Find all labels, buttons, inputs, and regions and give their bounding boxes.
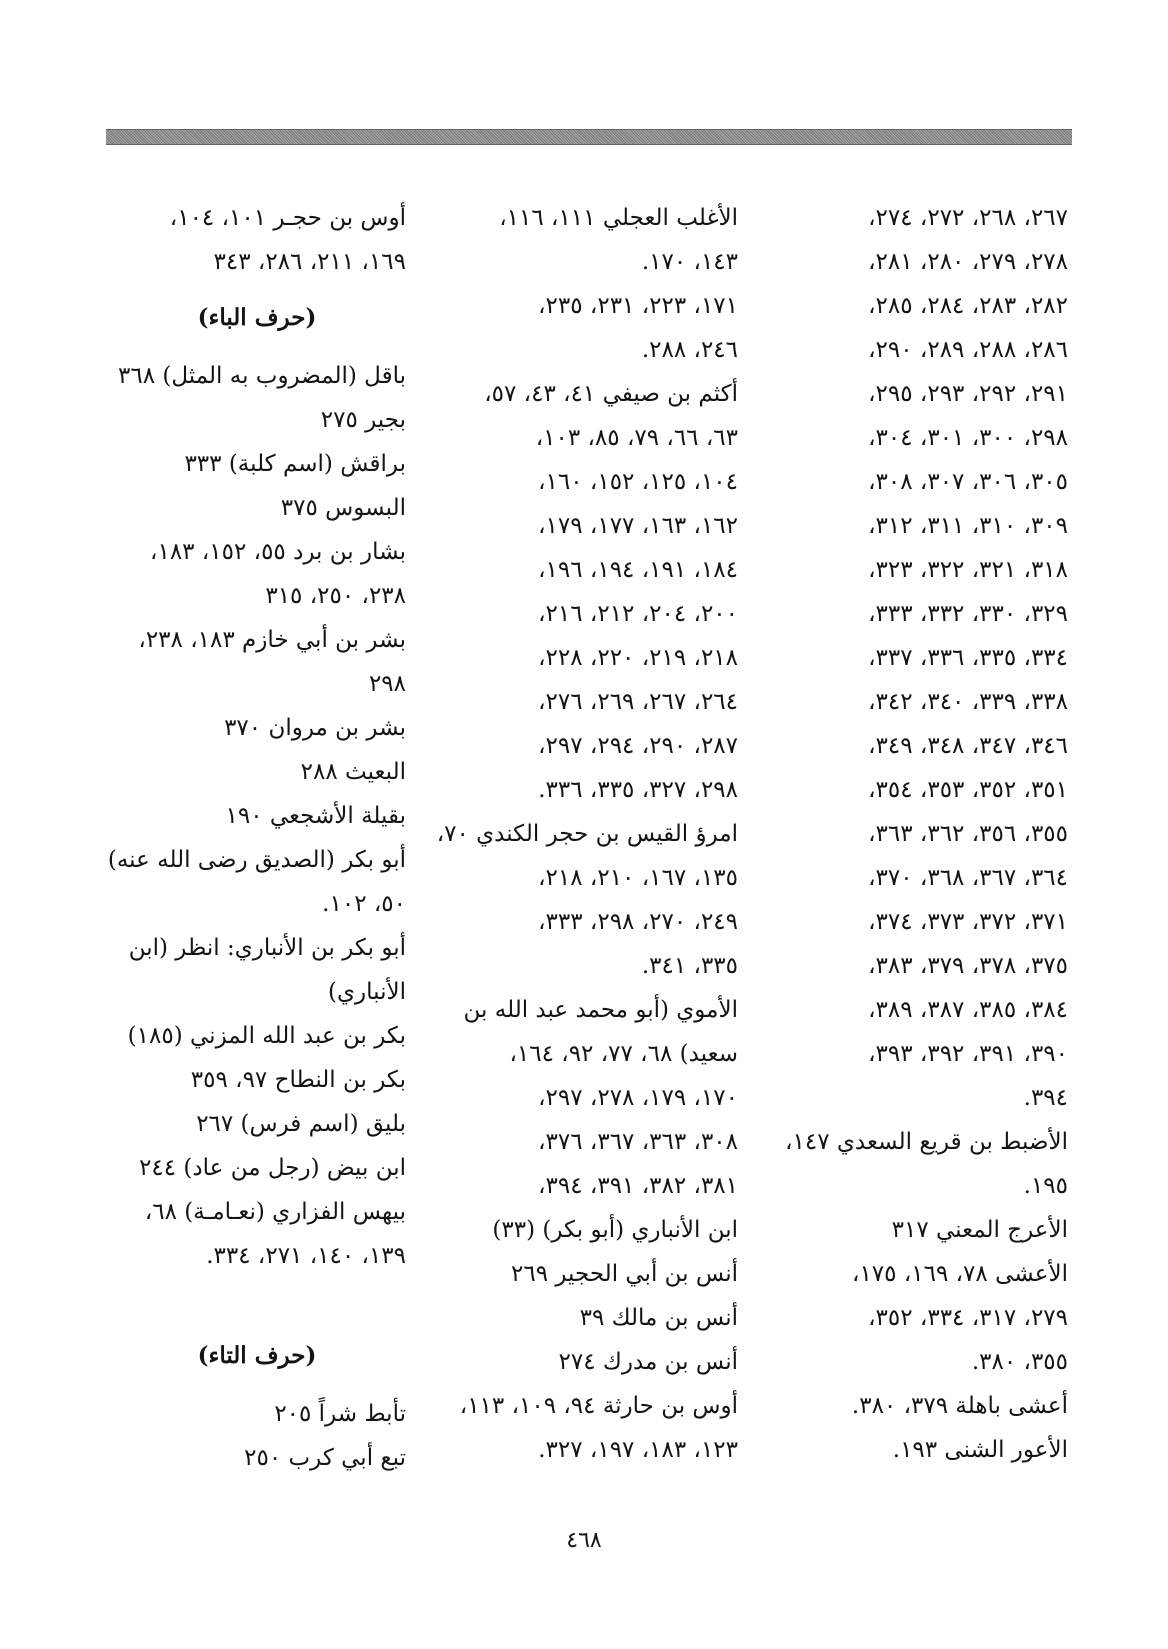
index-line: ٢٤٦، ٢٨٨. xyxy=(641,337,738,363)
index-line: ٣٠٩، ٣١٠، ٣١١، ٣١٢، xyxy=(868,513,1068,539)
index-line: ١٧٠، ١٧٩، ٢٧٨، ٢٩٧، xyxy=(538,1085,738,1111)
index-line: براقش (اسم كلبة) ٣٣٣ xyxy=(184,451,406,477)
index-line: ١٤٣، ١٧٠. xyxy=(641,249,738,275)
index-line: ٣٥٥، ٣٨٠. xyxy=(971,1349,1068,1375)
index-line: أبو بكر بن الأنباري: انظر (ابن xyxy=(128,935,406,961)
index-line: أوس بن حجـر ١٠١، ١٠٤، xyxy=(169,205,406,231)
index-line: ٣٣٥، ٣٤١. xyxy=(641,953,738,979)
index-line: باقل (المضروب به المثل) ٣٦٨ xyxy=(118,363,406,389)
index-line: ٣٥٥، ٣٥٦، ٣٦٢، ٣٦٣، xyxy=(868,821,1068,847)
index-line: ٢٨٢، ٢٨٣، ٢٨٤، ٢٨٥، xyxy=(868,293,1068,319)
section-heading-ta: (حرف التاء) xyxy=(197,1342,317,1369)
index-line: ٢٩١، ٢٩٢، ٢٩٣، ٢٩٥، xyxy=(868,381,1068,407)
index-line: بيهس الفزاري (نعـامـة) ٦٨، xyxy=(144,1199,406,1225)
section-spacer xyxy=(108,1278,406,1322)
index-line: بشر بن أبي خازم ١٨٣، ٢٣٨، xyxy=(138,627,406,653)
index-line: الأنباري) xyxy=(328,979,406,1005)
index-line: ٦٣، ٦٦، ٧٩، ٨٥، ١٠٣، xyxy=(535,425,738,451)
index-line: بليق (اسم فرس) ٢٦٧ xyxy=(196,1111,406,1137)
index-line: ٣٨٤، ٣٨٥، ٣٨٧، ٣٨٩، xyxy=(868,997,1068,1023)
index-line: ٢٩٨، ٣٠٠، ٣٠١، ٣٠٤، xyxy=(868,425,1068,451)
index-line: الأغلب العجلي ١١١، ١١٦، xyxy=(499,205,738,231)
index-line: ٢٩٨، ٣٢٧، ٣٣٥، ٣٣٦. xyxy=(538,777,738,803)
index-line: الأموي (أبو محمد عبد الله بن xyxy=(463,997,738,1023)
index-line: ٢٦٤، ٢٦٧، ٢٦٩، ٢٧٦، xyxy=(538,689,738,715)
index-line: ٣٧٥، ٣٧٨، ٣٧٩، ٣٨٣، xyxy=(868,953,1068,979)
index-line: ٢٨٧، ٢٩٠، ٢٩٤، ٢٩٧، xyxy=(538,733,738,759)
index-line: ١٠٤، ١٢٥، ١٥٢، ١٦٠، xyxy=(538,469,738,495)
entries-group-aws xyxy=(108,196,406,284)
section-heading-ba: (حرف الباء) xyxy=(197,304,317,331)
index-line: ٣٥١، ٣٥٢، ٣٥٣، ٣٥٤، xyxy=(868,777,1068,803)
index-line: ٣٣٨، ٣٣٩، ٣٤٠، ٣٤٢، xyxy=(868,689,1068,715)
index-line: امرؤ القيس بن حجر الكندي ٧٠، xyxy=(436,821,738,847)
index-line: ٣٨١، ٣٨٢، ٣٩١، ٣٩٤، xyxy=(538,1173,738,1199)
index-line: تبع أبي كرب ٢٥٠ xyxy=(244,1445,406,1471)
index-line: ١٣٩، ١٤٠، ٢٧١، ٣٣٤. xyxy=(206,1243,406,1269)
index-line: أعشى باهلة ٣٧٩، ٣٨٠. xyxy=(851,1393,1068,1419)
entries-group-ba xyxy=(108,354,406,1278)
index-line: ٢٧٩، ٣١٧، ٣٣٤، ٣٥٢، xyxy=(868,1305,1068,1331)
index-line: ١٢٣، ١٨٣، ١٩٧، ٣٢٧. xyxy=(538,1437,738,1463)
index-line: أبو بكر (الصديق رضى الله عنه) xyxy=(107,847,406,873)
index-line: الأعشى ٧٨، ١٦٩، ١٧٥، xyxy=(852,1261,1068,1287)
index-line: تأبط شراً ٢٠٥ xyxy=(274,1401,406,1427)
index-line: ٣٤٦، ٣٤٧، ٣٤٨، ٣٤٩، xyxy=(868,733,1068,759)
index-line: البعيث ٢٨٨ xyxy=(300,759,406,785)
index-line: بجير ٢٧٥ xyxy=(320,407,406,433)
index-line: ٢٠٠، ٢٠٤، ٢١٢، ٢١٦، xyxy=(538,601,738,627)
index-line: ٣٩٤. xyxy=(1023,1085,1068,1111)
index-line: أنس بن أبي الحجير ٢٦٩ xyxy=(510,1261,738,1287)
index-line: ٣١٨، ٣٢١، ٣٢٢، ٣٢٣، xyxy=(868,557,1068,583)
index-column-left xyxy=(108,196,406,1480)
index-line: سعيد) ٦٨، ٧٧، ٩٢، ١٦٤، xyxy=(509,1041,738,1067)
index-line: ٣٠٨، ٣٦٣، ٣٦٧، ٣٧٦، xyxy=(538,1129,738,1155)
index-line: بكر بن النطاح ٩٧، ٣٥٩ xyxy=(190,1067,406,1093)
index-line: أوس بن حارثة ٩٤، ١٠٩، ١١٣، xyxy=(459,1393,738,1419)
index-line: ١٩٥. xyxy=(1023,1173,1068,1199)
index-line: بقيلة الأشجعي ١٩٠ xyxy=(225,803,406,829)
index-line: ٣٣٤، ٣٣٥، ٣٣٦، ٣٣٧، xyxy=(868,645,1068,671)
index-line: بكر بن عبد الله المزني (١٨٥) xyxy=(127,1023,406,1049)
index-line: ٢٨٦، ٢٨٨، ٢٨٩، ٢٩٠، xyxy=(868,337,1068,363)
index-line: ٥٠، ١٠٢. xyxy=(322,891,406,917)
index-line: أنس بن مدرك ٢٧٤ xyxy=(558,1349,738,1375)
index-line: ابن الأنباري (أبو بكر) (٣٣) xyxy=(492,1217,738,1243)
index-line: أكثم بن صيفي ٤١، ٤٣، ٥٧، xyxy=(484,381,738,407)
index-line: ٣٢٩، ٣٣٠، ٣٣٢، ٣٣٣، xyxy=(868,601,1068,627)
index-line: ٢١٨، ٢١٩، ٢٢٠، ٢٢٨، xyxy=(538,645,738,671)
index-line: ١٦٢، ١٦٣، ١٧٧، ١٧٩، xyxy=(538,513,738,539)
index-line: ابن بيض (رجل من عاد) ٢٤٤ xyxy=(139,1155,406,1181)
index-line: ٢٤٩، ٢٧٠، ٢٩٨، ٣٣٣، xyxy=(538,909,738,935)
index-line: بشار بن برد ٥٥، ١٥٢، ١٨٣، xyxy=(150,539,406,565)
header-rule xyxy=(106,129,1072,145)
index-line: ٢٧٨، ٢٧٩، ٢٨٠، ٢٨١، xyxy=(868,249,1068,275)
index-line: ٣٠٥، ٣٠٦، ٣٠٧، ٣٠٨، xyxy=(868,469,1068,495)
index-line: ١٦٩، ٢١١، ٢٨٦، ٣٤٣ xyxy=(213,249,406,275)
index-line: بشر بن مروان ٣٧٠ xyxy=(224,715,406,741)
index-line: الأضبط بن قريع السعدي ١٤٧، xyxy=(785,1129,1068,1155)
index-line: ١٣٥، ١٦٧، ٢١٠، ٢١٨، xyxy=(538,865,738,891)
index-line: ٣٩٠، ٣٩١، ٣٩٢، ٣٩٣، xyxy=(868,1041,1068,1067)
index-line: الأعور الشنى ١٩٣. xyxy=(892,1437,1068,1463)
page-number: ٤٦٨ xyxy=(566,1528,602,1553)
entries-group-ta xyxy=(108,1392,406,1480)
index-line: ١٧١، ٢٢٣، ٢٣١، ٢٣٥، xyxy=(538,293,738,319)
index-line: ٢٣٨، ٢٥٠، ٣١٥ xyxy=(265,583,406,609)
index-line: ٢٦٧، ٢٦٨، ٢٧٢، ٢٧٤، xyxy=(868,205,1068,231)
index-line: ٣٦٤، ٣٦٧، ٣٦٨، ٣٧٠، xyxy=(868,865,1068,891)
index-line: الأعرج المعني ٣١٧ xyxy=(891,1217,1068,1243)
index-line: البسوس ٣٧٥ xyxy=(280,495,406,521)
index-line: ٢٩٨ xyxy=(368,671,406,697)
index-column-middle xyxy=(438,196,738,1472)
index-line: أنس بن مالك ٣٩ xyxy=(579,1305,738,1331)
index-line: ٣٧١، ٣٧٢، ٣٧٣، ٣٧٤، xyxy=(868,909,1068,935)
index-line: ١٨٤، ١٩١، ١٩٤، ١٩٦، xyxy=(538,557,738,583)
index-column-right xyxy=(772,196,1068,1472)
